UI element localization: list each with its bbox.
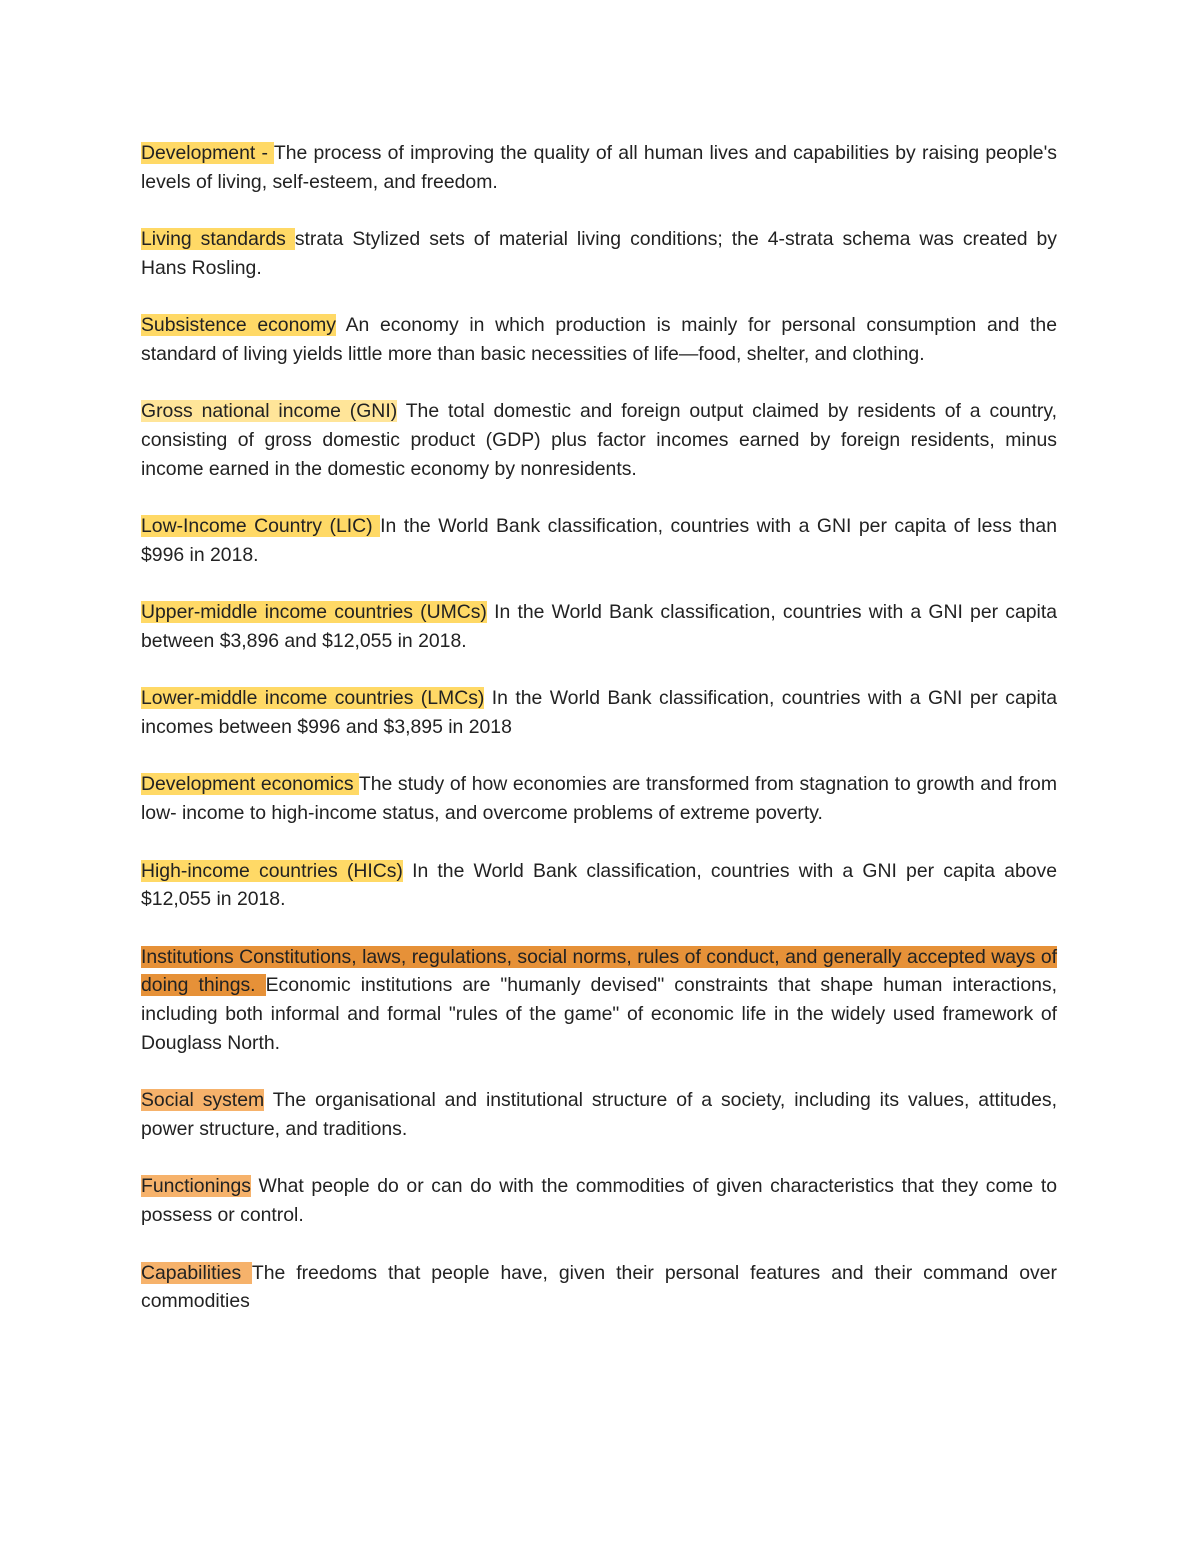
glossary-entry-development xyxy=(141,139,1057,197)
glossary-entry-lmcs xyxy=(141,684,1057,742)
definition-gni: The total domestic and foreign output claimed by residents of a country, consisting of gross domestic product (GDP) plus factor incomes earned by foreign residents, minus income earned in the domestic economy by nonresidents. xyxy=(141,400,1057,480)
glossary-entry-institutions xyxy=(141,943,1057,1058)
definition-development: The process of improving the quality of all human lives and capabilities by raising people's levels of living, self-esteem, and freedom. xyxy=(141,142,1057,193)
term-development-economics: Development economics xyxy=(141,773,359,796)
glossary-entry-social-system xyxy=(141,1086,1057,1144)
glossary-entry-hics xyxy=(141,857,1057,915)
term-institutions: Institutions Constitutions, laws, regulations, social norms, rules of conduct, and generally accepted ways of doing things. xyxy=(141,945,1057,997)
glossary-entry-living-standards xyxy=(141,225,1057,283)
term-living-standards: Living standards xyxy=(141,228,295,251)
term-capabilities: Capabilities xyxy=(141,1261,252,1284)
definition-social-system: The organisational and institutional structure of a society, including its values, attitudes, power structure, and traditions. xyxy=(141,1089,1057,1141)
term-development: Development - xyxy=(141,142,274,164)
glossary-entry-functionings xyxy=(141,1172,1057,1230)
glossary-entry-gni xyxy=(141,397,1057,483)
term-lmcs: Lower-middle income countries (LMCs) xyxy=(141,687,485,710)
glossary-entry-lic xyxy=(141,512,1057,570)
definition-lic: In the World Bank classification, countries with a GNI per capita of less than $996 in 2018. xyxy=(141,515,1058,566)
glossary-entry-subsistence-economy xyxy=(141,311,1057,369)
glossary-entry-umcs xyxy=(141,598,1057,656)
definition-subsistence-economy: An economy in which production is mainly for personal consumption and the standard of living yields little more than basic necessities of life—food, shelter, and clothing. xyxy=(141,314,1057,365)
glossary-entry-capabilities xyxy=(141,1259,1057,1317)
term-gni: Gross national income (GNI) xyxy=(141,400,398,423)
term-subsistence-economy: Subsistence economy xyxy=(141,314,336,337)
glossary-entry-development-economics xyxy=(141,770,1057,828)
term-lic: Low-Income Country (LIC) xyxy=(141,515,381,538)
document-page xyxy=(141,139,1057,1345)
definition-institutions: Economic institutions are "humanly devised" constraints that shape human interactions, including both informal and formal "rules of the game" of economic life in the widely used framework of Douglass North. xyxy=(141,974,1057,1055)
term-social-system: Social system xyxy=(141,1089,265,1112)
definition-development-economics: The study of how economies are transformed from stagnation to growth and from low- income to high-income status, and overcome problems of extreme poverty. xyxy=(141,773,1057,825)
definition-capabilities: The freedoms that people have, given their personal features and their command over commodities xyxy=(141,1261,1057,1313)
definition-functionings: What people do or can do with the commodities of given characteristics that they come to possess or control. xyxy=(141,1175,1057,1227)
definition-umcs: In the World Bank classification, countries with a GNI per capita between $3,896 and $12,055 in 2018. xyxy=(141,601,1058,653)
term-functionings: Functionings xyxy=(141,1175,251,1198)
definition-lmcs: In the World Bank classification, countries with a GNI per capita incomes between $996 and $3,895 in 2018 xyxy=(141,687,1058,739)
term-hics: High-income countries (HICs) xyxy=(141,859,403,882)
term-umcs: Upper-middle income countries (UMCs) xyxy=(141,601,487,624)
definition-hics: In the World Bank classification, countries with a GNI per capita above $12,055 in 2018. xyxy=(141,859,1057,911)
definition-living-standards: strata Stylized sets of material living conditions; the 4-strata schema was created by Hans Rosling. xyxy=(141,228,1057,279)
